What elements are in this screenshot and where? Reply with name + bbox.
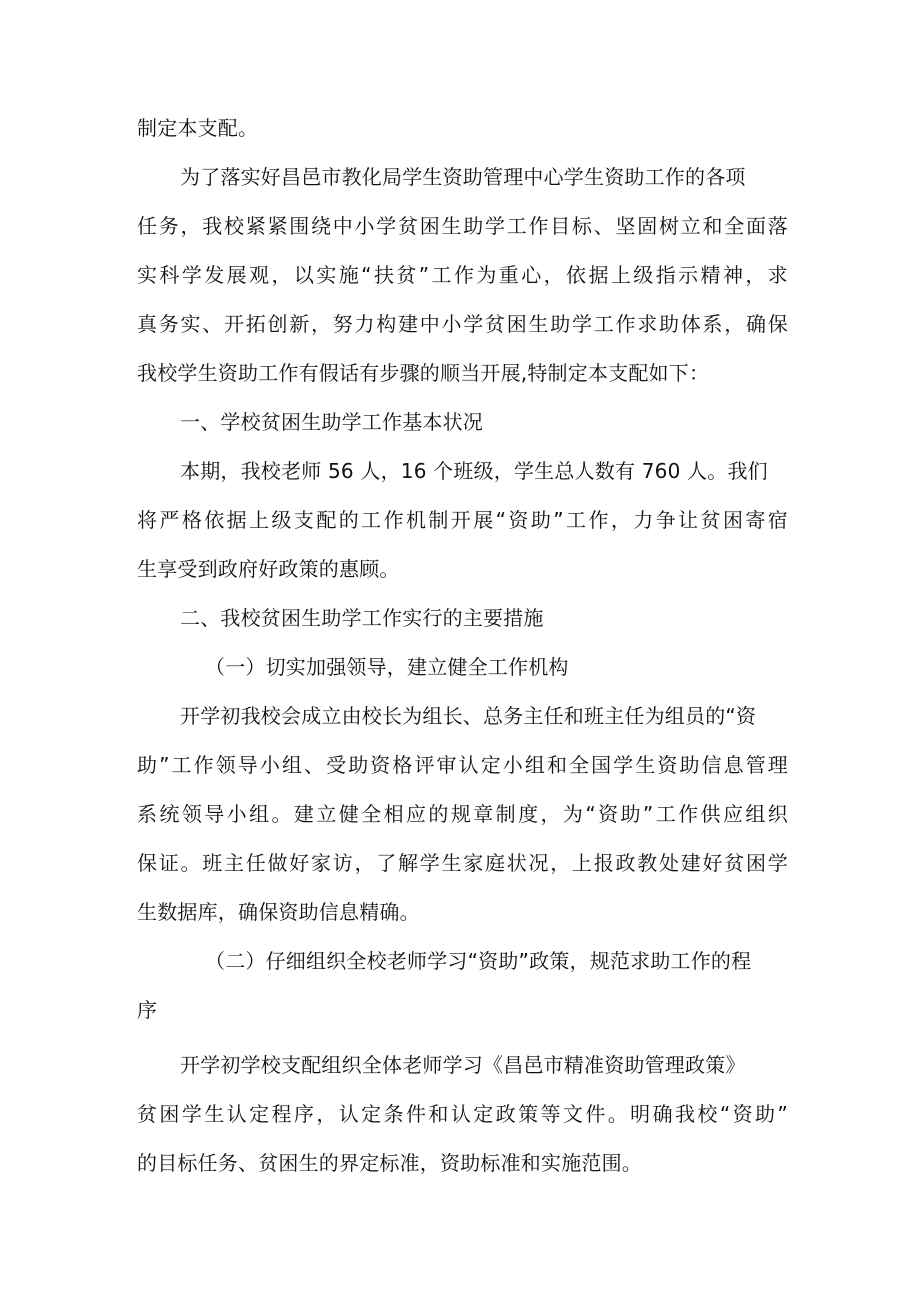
paragraph-line: 真务实、开拓创新，努力构建中小学贫困生助学工作求助体系，确保 — [137, 312, 788, 336]
paragraph-line: 开学初我校会成立由校长为组长、总务主任和班主任为组员的“资 — [180, 704, 757, 728]
paragraph-line: 实科学发展观，以实施“扶贫”工作为重心，依据上级指示精神，求 — [137, 263, 788, 287]
section-heading: 二、我校贫困生助学工作实行的主要措施 — [180, 606, 544, 630]
paragraph-line: 生享受到政府好政策的惠顾。 — [137, 557, 400, 581]
paragraph-line: 生数据库，确保资助信息精确。 — [137, 900, 420, 924]
paragraph-line: 保证。班主任做好家访，了解学生家庭状况，上报政教处建好贫困学 — [137, 851, 788, 875]
section-heading: 一、学校贫困生助学工作基本状况 — [180, 410, 483, 434]
subsection-heading-continued: 序 — [137, 998, 158, 1022]
paragraph-line: 助”工作领导小组、受助资格评审认定小组和全国学生资助信息管理 — [137, 753, 788, 777]
paragraph-line: 贫困学生认定程序，认定条件和认定政策等文件。明确我校“资助” — [137, 1102, 788, 1126]
paragraph-line: 任务，我校紧紧围绕中小学贫困生助学工作目标、坚固树立和全面落 — [137, 214, 788, 238]
subsection-heading: （一）切实加强领导，建立健全工作机构 — [205, 655, 569, 679]
paragraph-line: 本期，我校老师 56 人，16 个班级，学生总人数有 760 人。我们 — [180, 459, 768, 483]
paragraph-line: 制定本支配。 — [137, 116, 259, 140]
paragraph-line: 开学初学校支配组织全体老师学习《昌邑市精准资助管理政策》 — [180, 1053, 746, 1077]
paragraph-line: 系统领导小组。建立健全相应的规章制度，为“资助”工作供应组织 — [137, 802, 788, 826]
subsection-heading: （二）仔细组织全校老师学习“资助”政策，规范求助工作的程 — [205, 949, 752, 973]
paragraph-line: 我校学生资助工作有假话有步骤的顺当开展,特制定本支配如下： — [137, 361, 710, 385]
paragraph-line: 为了落实好昌邑市教化局学生资助管理中心学生资助工作的各项 — [180, 165, 746, 189]
paragraph-line: 的目标任务、贫困生的界定标准，资助标准和实施范围。 — [137, 1151, 642, 1175]
paragraph-line: 将严格依据上级支配的工作机制开展“资助”工作，力争让贫困寄宿 — [137, 508, 788, 532]
